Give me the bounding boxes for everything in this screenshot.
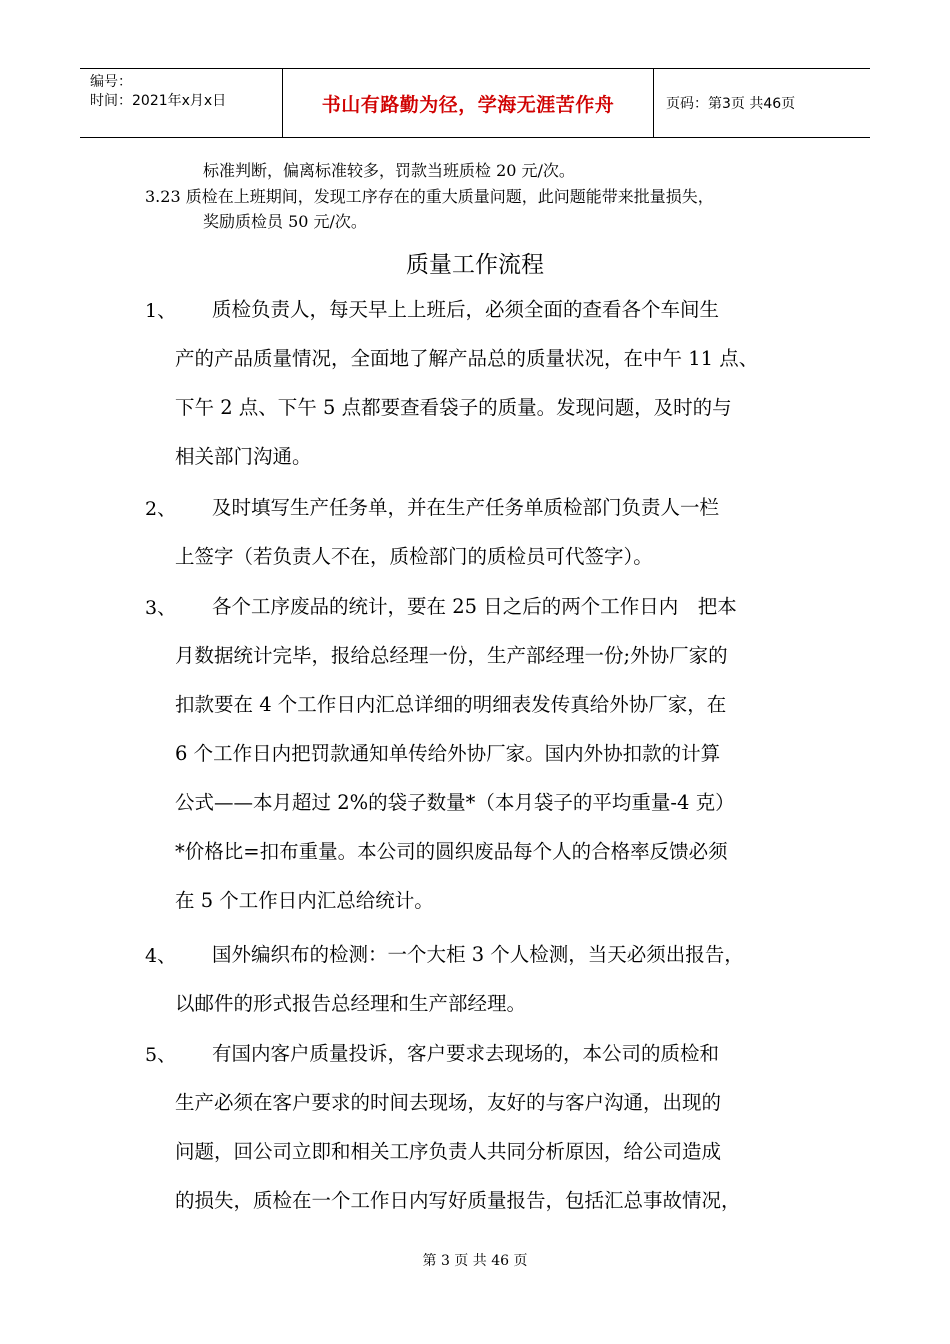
item-line: 在 5 个工作日内汇总给统计。 xyxy=(175,889,434,912)
list-item-5 xyxy=(145,1040,835,1236)
item-number: 2、 xyxy=(145,498,177,520)
item-line: *价格比=扣布重量。本公司的圆织废品每个人的合格率反馈必须 xyxy=(175,840,728,863)
intro-line-2: 3.23 质检在上班期间，发现工序存在的重大质量问题，此问题能带来批量损失， xyxy=(145,187,714,206)
page-footer: 第 3 页 共 46 页 xyxy=(422,1253,528,1269)
item-number: 5、 xyxy=(145,1044,177,1066)
item-line: 公式——本月超过 2%的袋子数量*（本月袋子的平均重量-4 克） xyxy=(175,791,735,814)
document-date: 时间：2021年x月x日 xyxy=(90,93,227,109)
intro-line-3: 奖励质检员 50 元/次。 xyxy=(203,212,367,231)
item-line: 问题，回公司立即和相关工序负责人共同分析原因，给公司造成 xyxy=(175,1140,722,1163)
item-line: 及时填写生产任务单，并在生产任务单质检部门负责人一栏 xyxy=(212,496,720,519)
item-line: 月数据统计完毕，报给总经理一份，生产部经理一份;外协厂家的 xyxy=(175,644,728,667)
section-title: 质量工作流程 xyxy=(406,252,544,278)
item-line: 扣款要在 4 个工作日内汇总详细的明细表发传真给外协厂家，在 xyxy=(175,693,727,716)
document-number: 编号： xyxy=(90,74,132,90)
header-motto-cell xyxy=(282,69,654,137)
header-page-cell xyxy=(654,69,870,137)
item-line: 各个工序废品的统计，要在 25 日之后的两个工作日内 把本 xyxy=(212,595,737,618)
item-number: 3、 xyxy=(145,597,177,619)
item-line: 的损失，质检在一个工作日内写好质量报告，包括汇总事故情况， xyxy=(175,1189,741,1212)
page-indicator: 页码：第3页 共46页 xyxy=(666,96,796,112)
item-line: 产的产品质量情况，全面地了解产品总的质量状况，在中午 11 点、 xyxy=(175,347,759,370)
header-meta xyxy=(80,69,282,137)
header-table xyxy=(80,68,870,138)
item-line: 6 个工作日内把罚款通知单传给外协厂家。国内外协扣款的计算 xyxy=(175,742,721,765)
item-line: 有国内客户质量投诉，客户要求去现场的，本公司的质检和 xyxy=(212,1042,720,1065)
item-line: 质检负责人，每天早上上班后，必须全面的查看各个车间生 xyxy=(212,298,720,321)
list-item-1 xyxy=(145,296,835,492)
list-item-3 xyxy=(145,593,835,936)
item-line: 下午 2 点、下午 5 点都要查看袋子的质量。发现问题，及时的与 xyxy=(175,396,732,419)
item-line: 以邮件的形式报告总经理和生产部经理。 xyxy=(175,992,527,1015)
intro-line-1: 标准判断，偏离标准较多，罚款当班质检 20 元/次。 xyxy=(203,161,575,180)
item-line: 上签字（若负责人不在，质检部门的质检员可代签字）。 xyxy=(175,545,653,568)
list-item-4 xyxy=(145,941,835,1039)
motto: 书山有路勤为径，学海无涯苦作舟 xyxy=(321,93,615,116)
item-line: 相关部门沟通。 xyxy=(175,445,312,468)
list-item-2 xyxy=(145,494,835,592)
item-line: 国外编织布的检测：一个大柜 3 个人检测，当天必须出报告， xyxy=(212,943,744,966)
item-number: 4、 xyxy=(145,945,177,967)
item-number: 1、 xyxy=(145,300,177,322)
item-line: 生产必须在客户要求的时间去现场，友好的与客户沟通，出现的 xyxy=(175,1091,722,1114)
